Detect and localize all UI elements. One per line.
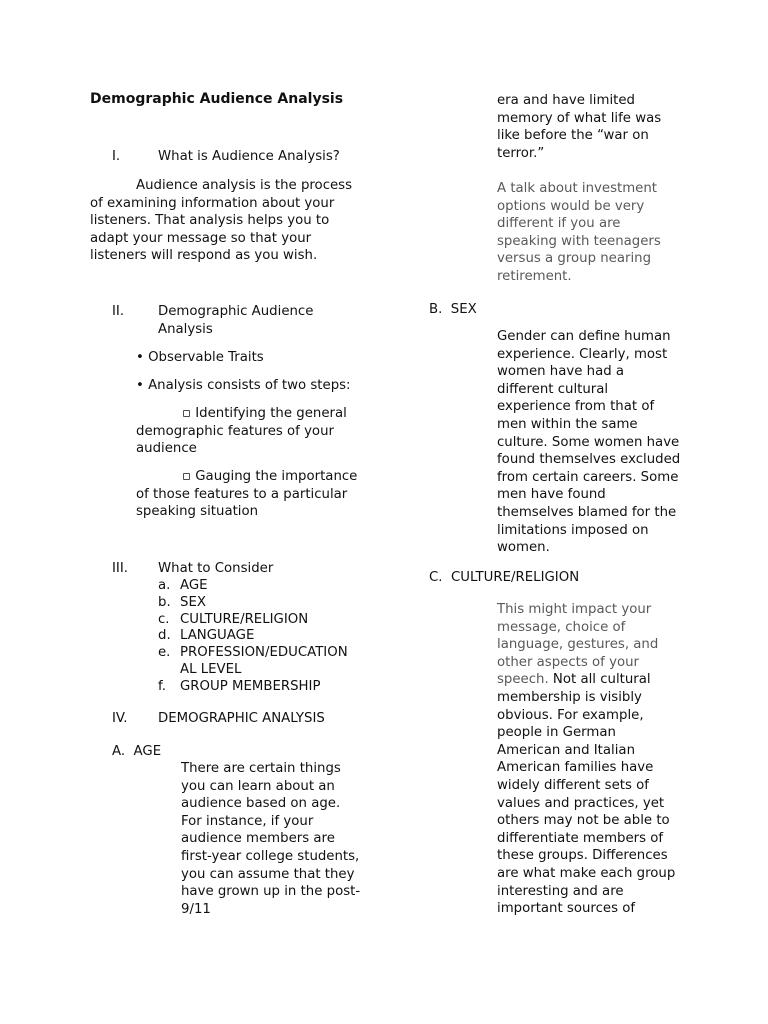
document-title: Demographic Audience Analysis xyxy=(90,91,344,107)
list-item-label: e. xyxy=(158,645,171,661)
step-identifying: ▫ Identifying the general demographic features of your audience xyxy=(136,406,347,457)
subsection-age-label: A. AGE xyxy=(112,744,162,759)
section-1-heading: What is Audience Analysis? xyxy=(158,149,340,164)
list-item-text: AL LEVEL xyxy=(180,662,242,677)
list-item-text: AGE xyxy=(180,578,208,593)
section-4-numeral: IV. xyxy=(112,711,128,726)
subsection-sex-body: Gender can define human experience. Clearly, most women have had a different cultural experience from that of men within the same culture. Some women have found themselves excluded from certain careers. Some men have found themselves blamed for the limitations imposed on women. xyxy=(497,329,681,556)
subsection-sex-label: B. SEX xyxy=(429,302,477,317)
subsection-culture-label: C. CULTURE/RELIGION xyxy=(429,570,580,585)
list-item-text: SEX xyxy=(180,594,206,610)
age-example: A talk about investment options would be very different if you are speaking with teenagers versus a group nearing retirement. xyxy=(497,181,661,284)
subsection-culture-body xyxy=(497,601,681,918)
section-2-heading xyxy=(158,303,313,338)
list-item-label: c. xyxy=(158,611,170,627)
section-3-numeral: III. xyxy=(112,561,128,576)
section-1-body: Audience analysis is the process of examining information about your listeners. That analysis helps you to adapt your message so that your listeners will respond as you wish. xyxy=(90,178,353,264)
list-item-label: a. xyxy=(158,578,171,593)
list-item-label: b. xyxy=(158,594,171,610)
subsection-age-body: There are certain things you can learn about an audience based on age. For instance, if your audience members are first-year college students, you can assume that they have grown up in the post-9/11 xyxy=(181,761,361,917)
list-item-label: f. xyxy=(158,678,166,694)
section-1-numeral: I. xyxy=(112,149,121,164)
consider-list xyxy=(158,577,368,701)
section-2-heading-line1: Demographic Audience xyxy=(158,304,314,319)
list-item-label: d. xyxy=(158,628,171,644)
bullet-observable-traits: • Observable Traits xyxy=(136,350,264,365)
culture-body-black: Not all cultural membership is visibly obvious. For example, people in German American and Italian American families have widely different sets of values and practices, yet others may not be able to differentiate members of these groups. Differences are what make each group interesting and are important sources of xyxy=(497,672,676,917)
age-body-continued: era and have limited memory of what life was like before the “war on terror.” xyxy=(497,93,662,161)
section-3-heading: What to Consider xyxy=(158,561,274,576)
list-item-text: LANGUAGE xyxy=(180,628,255,644)
list-item-text: CULTURE/RELIGION xyxy=(180,611,309,627)
section-2-numeral: II. xyxy=(112,304,125,319)
step-gauging: ▫ Gauging the importance of those features to a particular speaking situation xyxy=(136,469,358,520)
section-4-heading: DEMOGRAPHIC ANALYSIS xyxy=(158,711,325,726)
culture-body-gray: This might impact your message, choice of language, gestures, and other aspects of your speech. xyxy=(497,602,659,688)
list-item-text: PROFESSION/EDUCATION xyxy=(180,645,348,661)
bullet-analysis-steps: • Analysis consists of two steps: xyxy=(136,378,351,393)
list-item-text: GROUP MEMBERSHIP xyxy=(180,678,321,694)
section-2-heading-line2: Analysis xyxy=(158,321,213,337)
